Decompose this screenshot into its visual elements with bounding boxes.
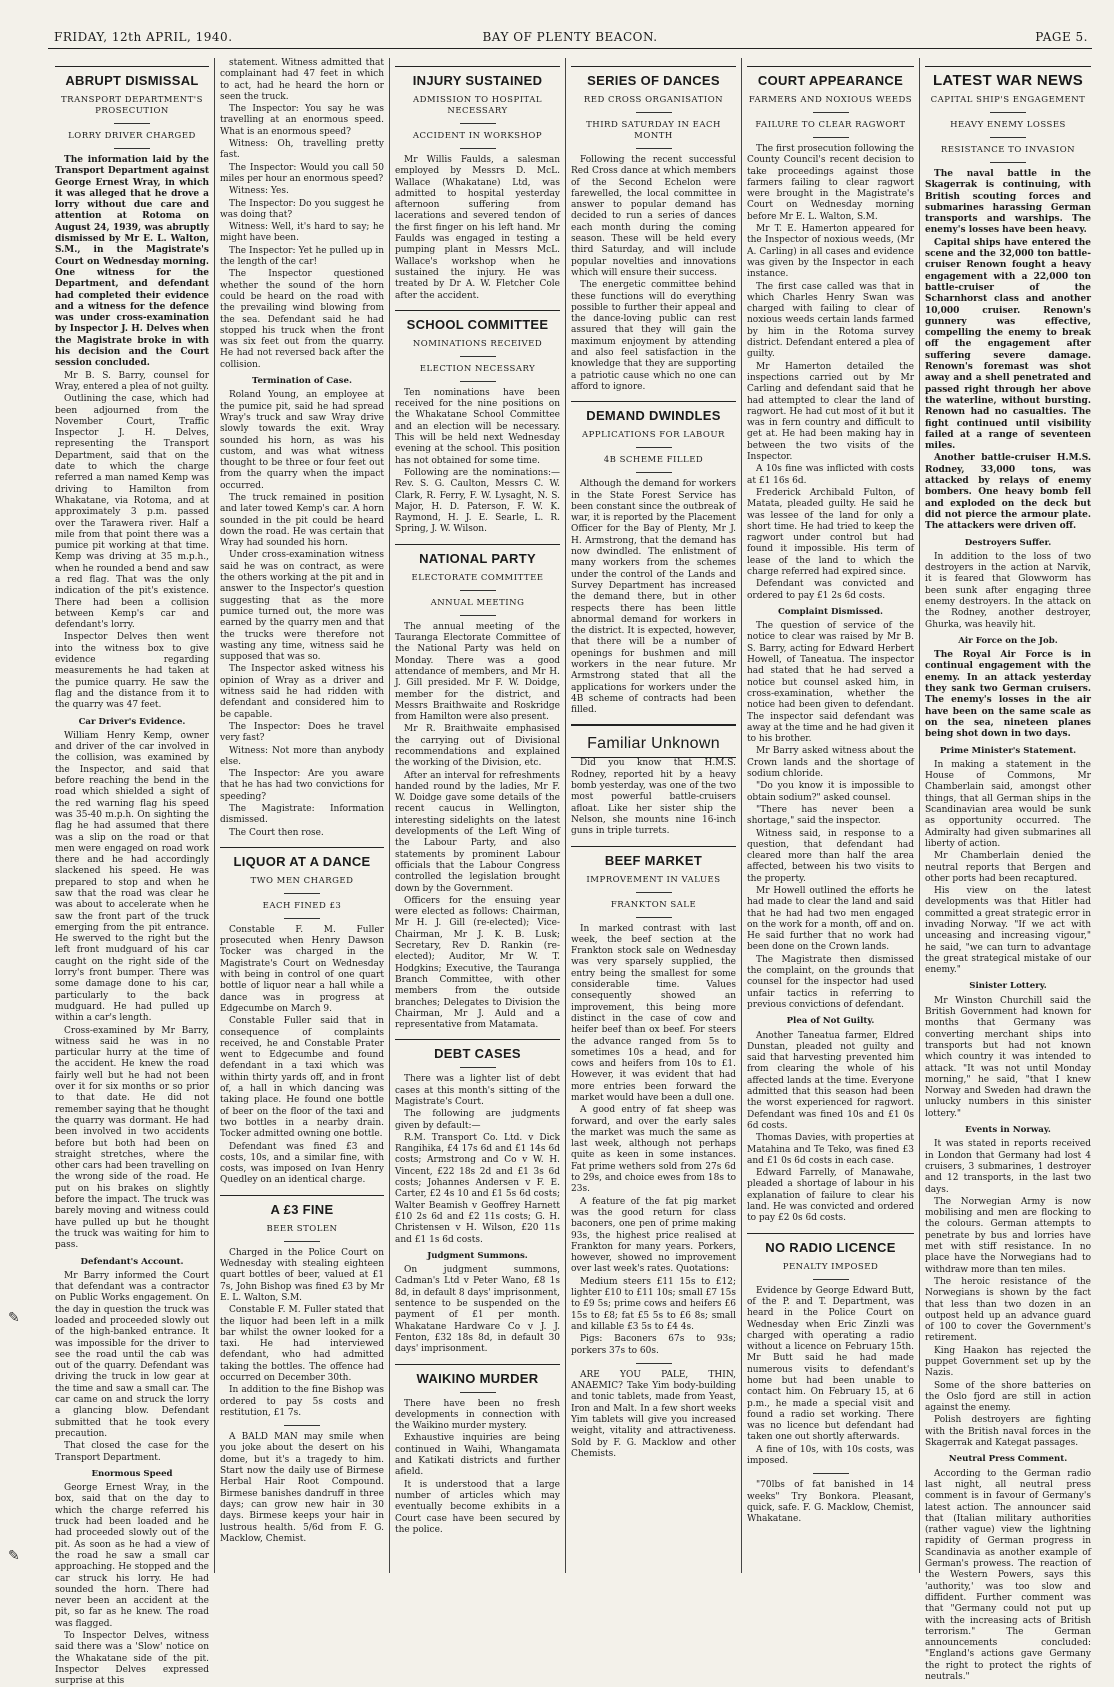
subhead: EACH FINED £3 bbox=[262, 900, 342, 911]
paragraph: To Inspector Delves, witness said there was a 'Slow' notice on the Whakatane side of the pit. Inspector Delves expressed surprise at this bbox=[55, 1631, 209, 1687]
paragraph: The Inspector: Are you aware that he has had two convictions for speeding? bbox=[220, 769, 384, 802]
issue-date: FRIDAY, 12th APRIL, 1940. bbox=[54, 30, 233, 44]
paragraph: The Royal Air Force is in continual engagement with the enemy. In an attack yesterday they sank two German cruisers. The enemy's losses in the air have been on the same scale as on the sea, nineteen planes being shot down in two days. bbox=[925, 650, 1091, 740]
headline-demand-dwindles: DEMAND DWINDLES bbox=[586, 408, 721, 424]
paragraph: Mr Winston Churchill said the British Government had known for months that Germany was converting merchant ships into transports but had not known which country it was intended to attack. "It was not until Monday morning," he said, "that I knew Norway and Sweden had drawn the unlucky numbers in this sinister lottery." bbox=[925, 995, 1091, 1119]
paragraph: There was a lighter list of debt cases at this month's sitting of the Magistrate's Court. bbox=[395, 1074, 560, 1107]
paragraph: Following the recent successful Red Cross dance at which members of the Second Echelon were farewelled, the local committee in answer to popular demand has decided to run a series of dances each month during the coming season. These will be held every third Saturday, and will include popular novelties and innovations which will ensure their success. bbox=[571, 155, 736, 278]
sidehead: Neutral Press Comment. bbox=[948, 1454, 1068, 1465]
paragraph: Mr Howell outlined the efforts he had made to clear the land and said that he had had two men engaged on the work for a month, off and on. He said further that no work had been done on the Crown lands. bbox=[747, 886, 914, 953]
paragraph: The Magistrate: Information dismissed. bbox=[220, 804, 384, 826]
paragraph: The Inspector questioned whether the sound of the horn could be heard on the road with the prevailing wind blowing from the sea. Defendant said he had stopped his truck when the front was six feet out from the quarry. He had not reversed back after the collision. bbox=[220, 269, 384, 370]
paragraph: Mr Chamberlain denied the neutral reports that Bergen and other ports had been recaptured. bbox=[925, 851, 1091, 884]
paragraph: Some of the shore batteries on the Oslo fjord are still in action against the enemy. bbox=[925, 1380, 1091, 1414]
paragraph: The first case called was that in which Charles Henry Swan was charged with failing to clear of noxious weeds certain lands farmed by him in the Rotoma survey district. Defendant entered a plea of guilty. bbox=[747, 281, 914, 360]
paragraph: Cross-examined by Mr Barry, witness said he was in no particular hurry at the time of the accident. He knew the road fairly well but he had not been over it for six months or so prior to that date. He did not remember saying that he thought the quarry was dormant. He had been involved in two accidents before but both had been on straight stretches, where the other cars had been travelling on the wrong side of the road. He put on his brakes on slightly before the impact. The truck was barely moving and witness could have pulled up but he thought the truck was waiting for him to pass. bbox=[55, 1025, 209, 1251]
masthead bbox=[48, 30, 1092, 49]
paragraph: The Inspector: Does he travel very fast? bbox=[220, 721, 384, 744]
subhead: FAILURE TO CLEAR RAGWORT bbox=[755, 120, 906, 130]
paragraph: According to the German radio last night, all neutral press comment is in favour of Germany's latest action. The announcer said that (Italian military authorities (rather vague) view the lightning rapidity of German progress in Scandinavia as another example of German's prowess. The reaction of the Western Powers, says this 'authority,' was too slow and diffident. Further comment was that "Germany could not put up with the increasing acts of British terrorism." The German announcements concluded: "England's actions gave Germany the right to protect the rights of neutrals." bbox=[925, 1468, 1091, 1682]
headline-injury-sustained: INJURY SUSTAINED bbox=[412, 73, 543, 88]
sidehead: Events in Norway. bbox=[965, 1125, 1051, 1136]
subhead: ADMISSION TO HOSPITAL NECESSARY bbox=[412, 95, 543, 116]
subhead: CAPITAL SHIP'S ENGAGEMENT bbox=[930, 95, 1086, 105]
paragraph: Witness said, in response to a question, that defendant had cleared more than half the area affected, between his two visits to the property. bbox=[747, 828, 914, 884]
headline-waikino-murder: WAIKINO MURDER bbox=[416, 1370, 539, 1386]
subhead: 4B SCHEME FILLED bbox=[603, 455, 704, 466]
paragraph: statement. Witness admitted that complainant had 47 feet in which to act, had he heard the horn or seen the truck. bbox=[220, 58, 384, 102]
paragraph: It was stated in reports received in London that Germany had lost 4 cruisers, 3 submarines, 1 destroyer and 12 transports, in the last two days. bbox=[925, 1139, 1091, 1195]
subhead: ELECTION NECESSARY bbox=[419, 363, 536, 374]
subhead: LORRY DRIVER CHARGED bbox=[68, 131, 196, 141]
sidehead: Prime Minister's Statement. bbox=[939, 745, 1077, 756]
subhead: NOMINATIONS RECEIVED bbox=[412, 338, 543, 349]
paragraph: A 10s fine was inflicted with costs at £1 16s 6d. bbox=[747, 464, 914, 486]
paragraph: His view on the latest developments was that Hitler had committed a great strategic error in invading Norway. "If we act with unceasing and increasing vigour," he said, "we can turn to advantage the great strategical mistake of our enemy." bbox=[925, 886, 1091, 976]
paragraph: Constable F. M. Fuller prosecuted when Henry Dawson Tocker was charged in the Magistrate's Court on Wednesday with being in control of one quart bottle of liquor near a hall while a dance was in progress at Edgecumbe on March 9. bbox=[220, 924, 384, 1014]
paragraph: Defendant was convicted and ordered to pay £1 2s 6d costs. bbox=[747, 579, 914, 601]
paragraph: Constable Fuller said that in consequence of complaints received, he and Constable Prater went to Edgecumbe and found defendant in a taxi which was within thirty yards off, and in front of, a hall in which dancing was taking place. He found one bottle of beer on the floor of the taxi and two bottles in a nearby drain. Tocker admitted owning one bottle. bbox=[220, 1016, 384, 1140]
sidehead: Complaint Dismissed. bbox=[777, 606, 884, 617]
lead-paragraph: The information laid by the Transport Department against George Ernest Wray, in which it was alleged that he drove a lorry without due care and attention at Rotoma on August 24, 1939, was abruptly dismissed by Mr E. L. Walton, S.M., in the Magistrate's Court on Wednesday morning. One witness for the Department, and defendant had completed their evidence and a witness for the defence was under cross-examination by Inspector J. H. Delves when the Magistrate broke in with his decision and the Court session concluded. bbox=[55, 155, 209, 369]
paragraph: The energetic committee behind these functions will do everything possible to further their appeal and the dance-loving public can rest assured that they will gain the maximum enjoyment by attending and also feel satisfaction in the knowledge that they are supporting a patriotic cause which no one can afford to ignore. bbox=[571, 280, 736, 392]
paragraph: Did you know that H.M.S. Rodney, reported hit by a heavy bomb yesterday, was one of the two most powerful battle-cruisers afloat. Like her sister ship the Nelson, she mounts nine 16-inch guns in triple turrets. bbox=[571, 758, 736, 837]
sidehead: Termination of Case. bbox=[252, 376, 352, 387]
sidehead: Defendant's Account. bbox=[80, 1256, 184, 1267]
paragraph: A good entry of fat sheep was forward, and over the early sales the market was much the same as last week, although not perhaps quite as keen in some instances. Fat prime wethers sold from 27s 6d to 29s, and choice ewes from 18s to 23s. bbox=[571, 1105, 736, 1195]
column-5 bbox=[741, 58, 919, 1573]
paragraph: Another Taneatua farmer, Eldred Dunstan, pleaded not guilty and said that harvesting prevented him from clearing the whole of his affected lands at the time. Everyone admitted that this season had been the worst experienced for ragwort. Defendant was fined 10s and £1 0s 6d costs. bbox=[747, 1030, 914, 1131]
paragraph: Witness: Oh, travelling pretty fast. bbox=[220, 139, 384, 161]
subhead: TRANSPORT DEPARTMENT'S PROSECUTION bbox=[61, 95, 203, 116]
sidehead: Judgment Summons. bbox=[427, 1250, 528, 1261]
paragraph: George Ernest Wray, in the box, said that on the day to which the charge referred his truck had been loaded and he had proceeded slowly out of the pit. As soon as he had a view of the road he saw a small car approaching. He stopped and the car struck his lorry. He had sounded the horn. There had never been an accident at the pit, so far as he knew. The road was flagged. bbox=[55, 1483, 209, 1629]
lead-paragraph: The naval battle in the Skagerrak is continuing, with British scouting forces and submarines harassing German transports and warships. The enemy's losses have been heavy. bbox=[925, 169, 1091, 236]
paragraph: Frederick Archibald Fulton, of Matata, pleaded guilty. He said he was lessee of the land for only a short time. He had tried to keep the ragwort under control but had found it impossible. His term of lease of the land to which the charge referred had expired since. bbox=[747, 487, 914, 577]
paragraph: The Inspector: Do you suggest he was doing that? bbox=[220, 198, 384, 220]
paragraph: Constable F. M. Fuller stated that the liquor had been left in a milk bar whilst the owner looked for a taxi. He had interviewed defendant, who had admitted taking the bottles. The offence had occurred on December 30th. bbox=[220, 1305, 384, 1383]
column-4 bbox=[565, 58, 741, 1573]
paragraph: In addition to the fine Bishop was ordered to pay 5s costs and restitution, £1 7s. bbox=[220, 1385, 384, 1418]
headline-3-pound-fine: A £3 FINE bbox=[270, 1201, 334, 1217]
sidehead: Destroyers Suffer. bbox=[964, 537, 1052, 548]
paragraph: Mr B. S. Barry, counsel for Wray, entered a plea of not guilty. bbox=[55, 370, 209, 392]
paragraph: Roland Young, an employee at the pumice pit, said he had spread Wray's truck and saw Wray drive slowly towards the exit. Wray sounded his horn, as was his custom, and was what witness thought to be three or four feet out from the quarry when the impact occurred. bbox=[220, 390, 384, 491]
column-6 bbox=[919, 58, 1096, 1682]
subhead: APPLICATIONS FOR LABOUR bbox=[582, 430, 725, 441]
paragraph: That closed the case for the Transport Department. bbox=[55, 1441, 209, 1463]
subhead: THIRD SATURDAY IN EACH MONTH bbox=[586, 120, 721, 141]
subhead: IMPROVEMENT IN VALUES bbox=[586, 874, 721, 885]
paragraph: King Haakon has rejected the puppet Government set up by the Nazis. bbox=[925, 1345, 1091, 1379]
paragraph: Thomas Davies, with properties at Matahina and Te Teko, was fined £3 and £1 0s 6d costs in each case. bbox=[747, 1133, 914, 1166]
paragraph: Charged in the Police Court on Wednesday with stealing eighteen quart bottles of beer, valued at £1 7s, John Bishop was fined £3 by Mr E. L. Walton, S.M. bbox=[220, 1247, 384, 1303]
paragraph: The truck remained in position and later towed Kemp's car. A horn sounded in the pit could be heard down the road. He was certain that Wray had sounded his horn. bbox=[220, 492, 384, 549]
paragraph: A fine of 10s, with 10s costs, was imposed. bbox=[747, 1444, 914, 1467]
headline-abrupt-dismissal: ABRUPT DISMISSAL bbox=[65, 73, 199, 88]
paragraph: After an interval for refreshments handed round by the ladies, Mr F. W. Doidge gave some details of the recent caucus in Wellington, interesting sidelights on the latest developments of the Left Wing of the Labour Party, and also statements by prominent Labour officials that the Labour Congress controlled the legislation brought down by the Government. bbox=[395, 770, 560, 894]
paragraph: Ten nominations have been received for the nine positions on the Whakatane School Committee and an election will be necessary. This will be held next Wednesday evening at the school. This position has not obtained for some time. bbox=[395, 387, 560, 466]
subhead: FARMERS AND NOXIOUS WEEDS bbox=[748, 95, 913, 105]
paragraph: Polish destroyers are fighting with the British naval forces in the Skagerrak and Kategat passages. bbox=[925, 1415, 1091, 1449]
advertisement-birmese: A BALD MAN may smile when you joke about the desert on his dome, but it's a tragedy to him. Start now the daily use of Birmese Herbal Hair Root Compound. Birmese banishes dandruff in three days; can grow new hair in 30 days. Birmese keeps your hair in lustrous health. 5/6d from F. G. Macklow, Chemist. bbox=[220, 1432, 384, 1544]
paragraph: Officers for the ensuing year were elected as follows: Chairman, Mr H. J. Gill (re-elected); Vice-Chairman, Mr J. K. B. Lusk; Secretary, Rev D. Rankin (re-elected); Auditor, Mr W. T. Hodgkins; Executive, the Tauranga Branch Committee, with other members from the outside branches; Delegates to Division the Chairman, Mr J. Auld and a representative from Matamata. bbox=[395, 895, 560, 1031]
paragraph: The Norwegian Army is now mobilising and men are flocking to the colours. German attempts to penetrate by bus and lorries have met with stiff resistance. In no place have the Norwegians had to withdraw more than ten miles. bbox=[925, 1196, 1091, 1275]
paragraph: Mr T. E. Hamerton appeared for the Inspector of noxious weeds, (Mr A. Carling) in all cases and evidence was given by the Inspector in each instance. bbox=[747, 224, 914, 280]
paragraph: Inspector Delves then went into the witness box to give evidence regarding measurements he had taken at the pumice quarry. He saw the flag and the distance from it to the quarry was 47 feet. bbox=[55, 632, 209, 711]
subhead: ELECTORATE COMMITTEE bbox=[411, 572, 544, 583]
subhead: RESISTANCE TO INVASION bbox=[940, 145, 1076, 155]
paragraph: R.M. Transport Co. Ltd. v Dick Rangihika, £4 17s 6d and £1 14s 6d costs; Armstrong and Co v W. H. Vincent, £22 18s 2d and £1 3s 6d costs; Johannes Andersen v F. E. Carter, £2 4s 10 and £1 5s 6d costs; Walter Beamish v Geoffrey Harnett £10 2s 6d and £2 11s costs; G. H. Christensen v H. Wilson, £20 11s and £1 1s 6d costs. bbox=[395, 1132, 560, 1245]
paragraph: In addition to the loss of two destroyers in the action at Narvik, it is feared that Glowworm has been sunk after engaging three enemy destroyers. In the attack on the Rodney, another destroyer, Ghurka, was heavily hit. bbox=[925, 551, 1091, 630]
sidehead: Plea of Not Guilty. bbox=[786, 1016, 875, 1027]
paragraph: There have been no fresh developments in connection with the Waikino murder mystery. bbox=[395, 1398, 560, 1432]
paragraph: "Do you know it is impossible to obtain sodium?" asked counsel. bbox=[747, 781, 914, 803]
sidehead: Enormous Speed bbox=[91, 1468, 173, 1479]
paragraph: Mr Barry asked witness about the Crown lands and the shortage of sodium chloride. bbox=[747, 746, 914, 780]
headline-no-radio-licence: NO RADIO LICENCE bbox=[765, 1239, 896, 1255]
paragraph: The annual meeting of the Tauranga Electorate Committee of the National Party was held on Monday. There was a good attendance of members, and Mr H. J. Gill presided. Mr F. W. Doidge, member for the district, and Messrs Braithwaite and Roskridge from Hamilton were also present. bbox=[395, 621, 560, 723]
headline-latest-war-news: LATEST WAR NEWS bbox=[932, 72, 1084, 89]
paragraph: The first prosecution following the County Council's recent decision to take proceedings against those farmers failing to clear ragwort were brought in the Magistrate's Court on Wednesday morning before Mr E. L. Walton, S.M. bbox=[747, 144, 914, 222]
paragraph: The Inspector: Yet he pulled up in the length of the car! bbox=[220, 245, 384, 268]
column-1 bbox=[50, 58, 214, 1687]
paragraph: On judgment summons, Cadman's Ltd v Peter Wano, £8 1s 8d, in default 8 days' imprisonment, sentence to be suspended on the payment of £1 per month. Whakatane Hardware Co v J. J. Fenton, £32 18s 8d, in default 30 days' imprisonment. bbox=[395, 1265, 560, 1355]
margin-mark-icon: ✎ bbox=[8, 1310, 20, 1326]
paragraph: Mr Hamerton detailed the inspections carried out by Mr Carling and defendant said that he had attempted to clear the land of ragwort. He had cut most of it but it was in fern country and difficult to get at. He had been making hay in between the two visits of the Inspector. bbox=[747, 361, 914, 463]
paragraph: Mr Willis Faulds, a salesman employed by Messrs D. McL. Wallace (Whakatane) Ltd, was admitted to hospital yesterday afternoon suffering from lacerations and severed tendon of the first finger on his left hand. Mr Faulds was engaged in testing a pumping plant in Messrs McL. Wallace's workshop when he sustained the injury. He was treated by Dr A. W. Fletcher Cole after the accident. bbox=[395, 155, 560, 301]
paragraph: Witness: Not more than anybody else. bbox=[220, 745, 384, 767]
paragraph: Under cross-examination witness said he was on contract, as were the others working at the pit and in answer to the Inspector's question suggesting that as the more pumice turned out, the more was earned by the quarry men and that the trucks were therefore not wasting any time, witness said he supposed that was so. bbox=[220, 550, 384, 663]
paragraph: Pigs: Baconers 67s to 93s; porkers 37s to 60s. bbox=[571, 1334, 736, 1356]
subhead: ANNUAL MEETING bbox=[430, 597, 525, 608]
headline-school-committee: SCHOOL COMMITTEE bbox=[406, 316, 549, 332]
subhead: FRANKTON SALE bbox=[610, 899, 697, 910]
paragraph: The following are judgments given by default:— bbox=[395, 1109, 560, 1131]
column-2 bbox=[214, 58, 389, 1573]
paragraph: Witness: Yes. bbox=[229, 186, 289, 197]
advertisement-bonkora: "70lbs of fat banished in 14 weeks" Try Bonkora. Pleasant, quick, safe. F. G. Macklow, Chemist, Whakatane. bbox=[747, 1480, 914, 1525]
headline-liquor-at-a-dance: LIQUOR AT A DANCE bbox=[233, 853, 371, 869]
paragraph: Following are the nominations:— Rev. S. G. Caulton, Messrs C. W. Clark, R. Ferry, F. W. Lysaght, N. S. Major, H. D. Paterson, F. W. K. Raymond, H. J. E. Searle, L. R. Spring, J. W. Wilson. bbox=[395, 467, 560, 535]
paragraph: The question of service of the notice to clear was raised by Mr B. S. Barry, acting for Edward Herbert Howell, of Taneatua. The inspector had stated that he had served a notice but counsel asked him, in cross-examination, whether the notice had been given to defendant. The inspector said defendant was away at the time and he had given it to his brother. bbox=[747, 621, 914, 745]
paper-name: BAY OF PLENTY BEACON. bbox=[482, 30, 658, 44]
paragraph: Capital ships have entered the scene and the 32,000 ton battle-cruiser Renown fought a heavy engagement with a 22,000 ton battle-cruiser of the Scharnhorst class and another 10,000 cruiser. Renown's gunnery was effective, compelling the enemy to break off the engagement after suffering severe damage. Renown's foremast was shot away and a shell penetrated and passed right through her above the waterline, without bursting. Renown had no casualties. The fight continued until visibility failed at a range of seventeen miles. bbox=[925, 237, 1091, 452]
paragraph: Although the demand for workers in the State Forest Service has been constant since the outbreak of war, it is reported by the Placement Officer for the Bay of Plenty, Mr J. H. Armstrong, that the demand has now dwindled. The enlistment of many workers from the schemes under the control of the Lands and Survey Department has increased the demand there, but in other respects there has been little abnormal demand for workers in the district. It is expected, however, that there will be a number of openings for bushmen and mill workers in the near future. Mr Armstrong stated that all the applications for workers under the 4B scheme of contracts had been filled. bbox=[571, 479, 736, 716]
paragraph: Outlining the case, which had been adjourned from the November Court, Traffic Inspector J. H. Delves, representing the Transport Department, said that on the date to which the charge referred a man named Kemp was driving to Hamilton from Whakatane, via Rotoma, and at approximately 3 p.m. passed over the Tarawera river. Half a mile from that point there was a pumice pit working at that time. Kemp was driving at 35 m.p.h., when he rounded a bend and saw a red flag. That was the only indication of the pit's existence. There had been a collision between Kemp's car and defendant's lorry. bbox=[55, 394, 209, 631]
headline-court-appearance: COURT APPEARANCE bbox=[757, 73, 904, 88]
paragraph: The Inspector: Would you call 50 miles per hour an enormous speed? bbox=[220, 162, 384, 184]
paragraph: The Magistrate then dismissed the complaint, on the grounds that counsel for the inspector had used unfair tactics in referring to previous convictions of defendant. bbox=[747, 954, 914, 1010]
paragraph: Mr Barry informed the Court that defendant was a contractor on Public Works engagement. On the day in question the truck was loaded and proceeded slowly out of the high-banked entrance. It was impossible for the driver to see the road until the cab was out of the quarry. Defendant was driving the truck in low gear at the time and saw a small car. The car came on and struck the lorry a glancing blow. Defendant submitted that he took every precaution. bbox=[55, 1270, 209, 1439]
headline-familiar-unknown: Familiar Unknown bbox=[587, 735, 720, 753]
paragraph: Edward Farrelly, of Manawahe, pleaded a shortage of labour in his explanation of failure to clear his land. He was convicted and ordered to pay £2 0s 6d costs. bbox=[747, 1168, 914, 1224]
paragraph: Witness: Well, it's hard to say; he might have been. bbox=[220, 222, 384, 244]
paragraph: A feature of the fat pig market was the good return for class baconers, one pen of prime making 93s, the highest price realised at Frankton for many years. Porkers, however, showed no improvement over last week's rates. Quotations: bbox=[571, 1196, 736, 1275]
headline-series-of-dances: SERIES OF DANCES bbox=[587, 73, 720, 88]
page-number: PAGE 5. bbox=[1035, 30, 1088, 44]
paragraph: Medium steers £11 15s to £12; lighter £10 to £11 10s; small £7 15s to £9 5s; prime cows and heifers £6 15s to £8; fat £5 5s to £6 8s; small and killable £3 5s to £4 4s. bbox=[571, 1276, 736, 1332]
paragraph: Another battle-cruiser H.M.S. Rodney, 33,000 tons, was attacked by relays of enemy bombers. One heavy bomb fell and exploded on the deck but did not pierce the armour plate. The attackers were driven off. bbox=[925, 453, 1091, 532]
sidehead: Sinister Lottery. bbox=[969, 981, 1047, 992]
margin-mark-icon: ✎ bbox=[8, 1548, 20, 1564]
column-3 bbox=[389, 58, 565, 1573]
paragraph: The Court then rose. bbox=[229, 827, 324, 838]
headline-national-party: NATIONAL PARTY bbox=[419, 550, 536, 566]
subhead: HEAVY ENEMY LOSSES bbox=[950, 120, 1066, 130]
paragraph: William Henry Kemp, owner and driver of the car involved in the collision, was examined by the Inspector, and said that before reaching the bend in the road which shielded a sight of the red warning flag his speed was 35-40 m.p.h. On sighting the flag he had assumed that there was a slip on the road or that men were engaged on road work there and he had accordingly slackened his speed. He was prepared to stop and when he saw that the road was clear he was about to accelerate when he saw the front part of the truck emerging from the pit entrance. He swerved to the right but the left front mudguard of his car caught on the right side of the lorry's front bumper. There was some damage done to his car, particularly to the back mudguard. He had pulled up within a car's length. bbox=[55, 730, 209, 1024]
headline-beef-market: BEEF MARKET bbox=[604, 852, 703, 868]
subhead: TWO MEN CHARGED bbox=[250, 875, 354, 886]
sidehead: Car Driver's Evidence. bbox=[78, 716, 186, 727]
subhead: BEER STOLEN bbox=[266, 1223, 338, 1234]
paragraph: Mr R. Braithwaite emphasised the carrying out of Divisional recommendations and explained the working of the Division, etc. bbox=[395, 724, 560, 769]
advertisement-yim: ARE YOU PALE, THIN, ANAEMIC? Take Yim body-building and tonic tablets, made from Yeast, Iron and Malt. In a few short weeks Yim tablets will give you increased weight, vitality and attractiveness. Sold by F. G. Macklow and other Chemists. bbox=[571, 1369, 736, 1459]
paragraph: Evidence by George Edward Butt, of the P. and T. Department, was heard in the Police Court on Wednesday when Eric Zinzli was charged with operating a radio without a licence on February 15th. Mr Butt said he had made numerous visits to defendant's home but had been unable to contact him. On February 15, at 6 p.m., he made a special visit and found a radio set working. There was no licence but defendant had taken one out shortly afterwards. bbox=[747, 1285, 914, 1443]
paragraph: Defendant was fined £3 and costs, 10s, and a similar fine, with costs, was imposed on Ivan Henry Quedley on an identical charge. bbox=[220, 1141, 384, 1186]
paragraph: Exhaustive inquiries are being continued in Waihi, Whangamata and Katikati districts and further afield. bbox=[395, 1433, 560, 1478]
headline-debt-cases: DEBT CASES bbox=[434, 1046, 521, 1062]
paragraph: It is understood that a large number of articles which may eventually become exhibits in a Court case have been secured by the police. bbox=[395, 1479, 560, 1535]
paragraph: The Inspector asked witness his opinion of Wray as a driver and witness said he had ridden with defendant and considered him to be capable. bbox=[220, 664, 384, 720]
subhead: PENALTY IMPOSED bbox=[782, 1261, 879, 1272]
paragraph: In making a statement in the House of Commons, Mr Chamberlain said, amongst other things, that all German ships in the Scandinavian area would be sunk as opportunity occurred. The Admiralty had given submarines all liberty of action. bbox=[925, 759, 1091, 849]
sidehead: Air Force on the Job. bbox=[958, 635, 1058, 646]
paragraph: "There has never been a shortage," said the inspector. bbox=[747, 804, 914, 827]
paragraph: The Inspector: You say he was travelling at an enormous speed. What is an enormous speed? bbox=[220, 104, 384, 137]
paragraph: In marked contrast with last week, the beef section at the Frankton stock sale on Wednesday was very sparsely supplied, the entry being the smallest for some considerable time. Values consequently showed an improvement, this being more distinct in the case of cow and heifer beef than ox beef. For steers the advance ranged from 5s to sometimes 10s a head, and for cows and heifers from 10s to £1. However, it was evident that had more entries been forward the market would have been a dull one. bbox=[571, 923, 736, 1103]
subhead: RED CROSS ORGANISATION bbox=[583, 95, 724, 105]
subhead: ACCIDENT IN WORKSHOP bbox=[412, 131, 543, 141]
paragraph: The heroic resistance of the Norwegians is shown by the fact that less than two dozen in an outpost held up an advance guard of 100 to cover the Government's retirement. bbox=[925, 1276, 1091, 1344]
